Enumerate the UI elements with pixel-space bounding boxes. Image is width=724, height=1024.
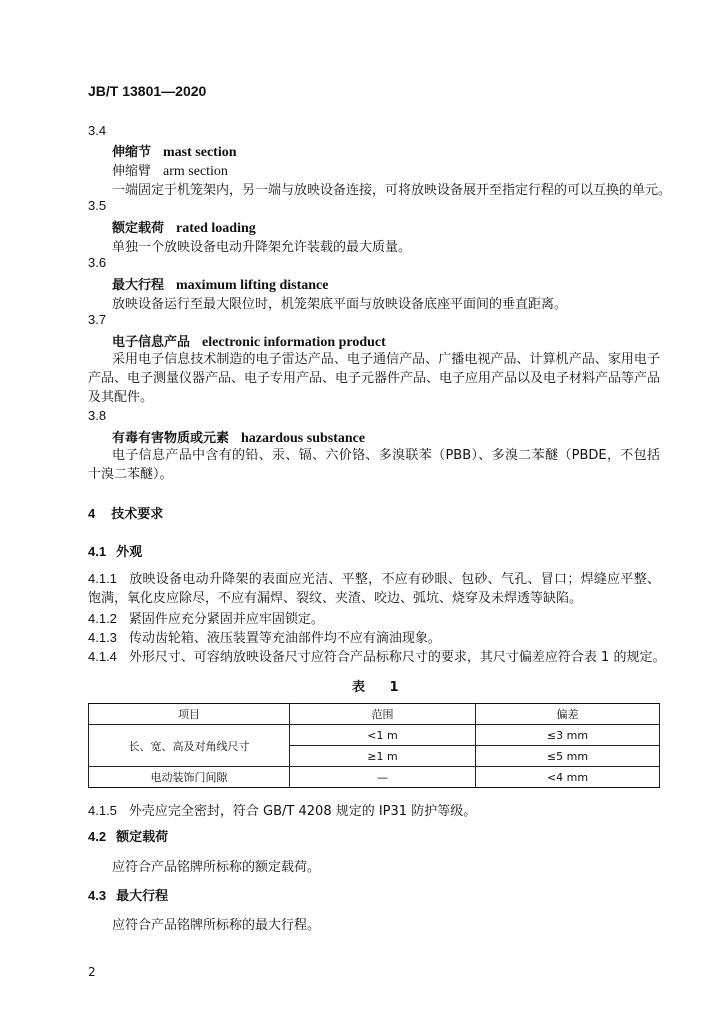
header-deviation: 偏差 <box>476 704 660 725</box>
cell-range: ≥1 m <box>290 746 476 767</box>
clause-3-8-definition: 电子信息产品中含有的铅、汞、镉、六价铬、多溴联苯（PBB）、多溴二苯醚（PBDE，不包括十溴二苯醚）。 <box>88 448 660 482</box>
term-en: electronic information product <box>202 335 386 350</box>
clause-4-1-4 <box>88 646 665 665</box>
section-number: 4.1 <box>88 544 107 559</box>
clause-3-6-number: 3.6 <box>88 255 107 270</box>
cell-range: — <box>290 767 476 788</box>
table-row <box>89 767 660 788</box>
term-en: hazardous substance <box>241 431 366 446</box>
section-title: 额定载荷 <box>116 829 169 844</box>
header-range: 范围 <box>290 704 476 725</box>
section-title: 外观 <box>116 544 143 559</box>
clause-text: 传动齿轮箱、液压装置等充油部件均不应有滴油现象。 <box>128 631 441 646</box>
deviation-table <box>88 703 660 788</box>
clause-number: 4.1.3 <box>88 630 117 645</box>
clause-text: 外壳应完全密封，符合 GB/T 4208 规定的 IP31 防护等级。 <box>128 804 477 819</box>
cell-deviation: <4 mm <box>476 767 660 788</box>
term-en: maximum lifting distance <box>176 278 329 293</box>
clause-3-5-number: 3.5 <box>88 198 107 213</box>
clause-3-4-alt-term <box>112 160 228 180</box>
clause-4-1-2 <box>88 608 324 627</box>
header-item: 项目 <box>89 704 290 725</box>
cell-deviation: ≤5 mm <box>476 746 660 767</box>
clause-number: 4.1.5 <box>88 803 117 818</box>
section-4-heading <box>88 503 163 522</box>
clause-3-8-term <box>112 427 365 447</box>
section-title: 最大行程 <box>116 888 169 903</box>
section-4-3-heading <box>88 885 168 904</box>
section-4-2-heading <box>88 826 168 845</box>
clause-3-5-definition: 单独一个放映设备电动升降架允许装载的最大质量。 <box>112 240 412 255</box>
clause-number: 4.1.1 <box>88 571 117 586</box>
clause-3-7-term <box>112 331 386 351</box>
term-zh: 电子信息产品 <box>112 335 191 350</box>
clause-text: 外形尺寸、可容纳放映设备尺寸应符合产品标称尺寸的要求，其尺寸偏差应符合表 1 的规定。 <box>128 650 666 665</box>
page-number: 2 <box>88 965 96 979</box>
clause-4-1-1 <box>88 569 660 608</box>
term-en: rated loading <box>176 221 256 236</box>
clause-3-4-number: 3.4 <box>88 123 107 138</box>
clause-3-6-definition: 放映设备运行至最大限位时，机笼架底平面与放映设备底座平面间的垂直距离。 <box>112 297 568 312</box>
term-zh: 最大行程 <box>112 278 165 293</box>
term-zh: 有毒有害物质或元素 <box>112 431 230 446</box>
section-4-1-heading <box>88 541 142 560</box>
section-number: 4.2 <box>88 829 107 844</box>
cell-item: 长、宽、高及对角线尺寸 <box>89 725 290 767</box>
clause-3-7-number: 3.7 <box>88 312 107 327</box>
document-header: JB/T 13801—2020 <box>88 83 207 99</box>
cell-deviation: ≤3 mm <box>476 725 660 746</box>
table-row <box>89 725 660 746</box>
table-header-row <box>89 704 660 725</box>
clause-3-6-term <box>112 274 328 294</box>
clause-3-4-term <box>112 141 237 161</box>
table-title: 表 1 <box>352 680 409 695</box>
clause-4-2-text: 应符合产品铭牌所标称的额定载荷。 <box>112 860 321 875</box>
alt-term-zh: 伸缩臂 <box>112 164 152 179</box>
clause-number: 4.1.2 <box>88 611 117 626</box>
alt-term-en: arm section <box>163 164 228 179</box>
cell-item: 电动装饰门间隙 <box>89 767 290 788</box>
clause-3-8-number: 3.8 <box>88 408 107 423</box>
clause-3-4-definition: 一端固定于机笼架内，另一端与放映设备连接，可将放映设备展开至指定行程的可以互换的单元。 <box>112 183 672 198</box>
clause-text: 紧固件应充分紧固并应牢固锁定。 <box>128 612 324 627</box>
section-title: 技术要求 <box>111 506 164 521</box>
clause-4-1-5 <box>88 800 476 819</box>
clause-4-3-text: 应符合产品铭牌所标称的最大行程。 <box>112 918 321 933</box>
clause-4-1-3 <box>88 627 441 646</box>
term-zh: 伸缩节 <box>112 145 152 160</box>
cell-range: <1 m <box>290 725 476 746</box>
section-number: 4 <box>88 506 96 521</box>
term-en: mast section <box>163 145 237 160</box>
term-zh: 额定载荷 <box>112 221 165 236</box>
clause-text: 放映设备电动升降架的表面应光洁、平整，不应有砂眼、包砂、气孔、冒口；焊缝应平整、饱满，氧化皮应除尽，不应有漏焊、裂纹、夹渣、咬边、弧坑、烧穿及未焊透等缺陷。 <box>88 572 660 606</box>
clause-number: 4.1.4 <box>88 649 117 664</box>
section-number: 4.3 <box>88 888 107 903</box>
clause-3-7-definition: 采用电子信息技术制造的电子雷达产品、电子通信产品、广播电视产品、计算机产品、家用电子产品、电子测量仪器产品、电子专用产品、电子元器件产品、电子应用产品以及电子材料产品等产品及其配件。 <box>88 352 661 405</box>
clause-3-5-term <box>112 217 256 237</box>
